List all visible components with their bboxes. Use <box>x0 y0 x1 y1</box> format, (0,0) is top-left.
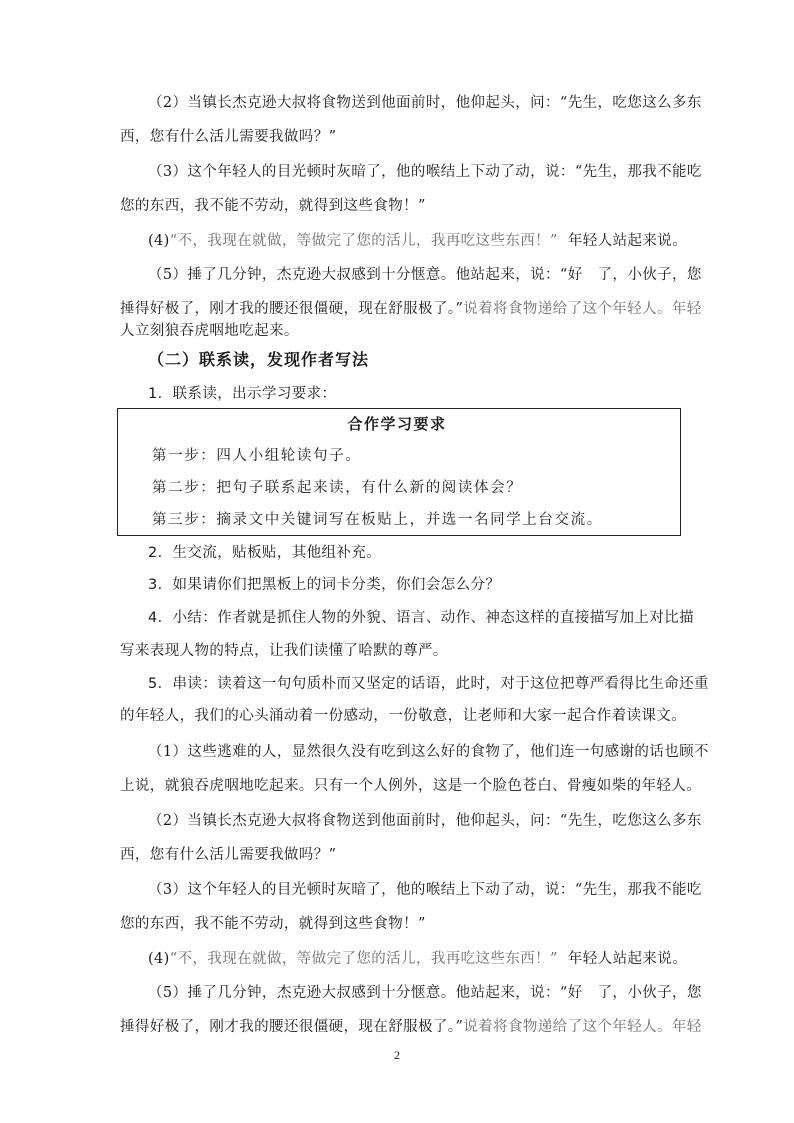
top-p4-suffix: 年轻人站起来说。 <box>567 233 688 249</box>
bottom-p5-line2 <box>120 1017 702 1037</box>
requirement-step-3: 第三步：摘录文中关键词写在板贴上，并选一名同学上台交流。 <box>152 512 603 528</box>
item-5-line2: 的年轻人，我们的心头涌动着一份感动，一份敬意，让老师和大家一起合作着读课文。 <box>120 708 687 724</box>
item-4-line2: 写来表现人物的特点，让我们读懂了哈默的尊严。 <box>120 643 448 659</box>
top-p3-line2: 您的东西，我不能不劳动，就得到这些食物！” <box>120 198 426 214</box>
top-p4-prefix: (4) <box>148 233 170 249</box>
bottom-p4-prefix: (4) <box>148 951 170 967</box>
bottom-p2-line1: （2）当镇长杰克逊大叔将食物送到他面前时，他仰起头，问：“先生，吃您这么多东 <box>148 813 702 829</box>
top-p5-line1: （5）捶了几分钟，杰克逊大叔感到十分惬意。他站起来，说：“好 了，小伙子，您 <box>148 267 702 283</box>
bottom-p2-line2: 西，您有什么活儿需要我做吗？” <box>120 847 337 863</box>
item-5-line1: 5．串读：读着这一句句质朴而又坚定的话语，此时，对于这位把尊严看得比生命还重 <box>148 676 709 692</box>
bottom-p5-line2-rest: 说着将食物递给了这个年轻人。年轻 <box>463 1019 702 1035</box>
bottom-p5-line1: （5）捶了几分钟，杰克逊大叔感到十分惬意。他站起来，说：“好 了，小伙子，您 <box>148 985 702 1001</box>
requirement-step-2: 第二步：把句子联系起来读，有什么新的阅读体会？ <box>152 480 523 496</box>
item-4-line1: 4．小结：作者就是抓住人物的外貌、语言、动作、神态这样的直接描写加上对比描 <box>148 610 695 626</box>
top-p3-line1: （3）这个年轻人的目光顿时灰暗了，他的喉结上下动了动，说：“先生，那我不能吃 <box>148 164 702 180</box>
bottom-p4 <box>148 949 688 969</box>
bottom-p1-line2: 上说，就狼吞虎咽地吃起来。只有一个人例外，这是一个脸色苍白、骨瘦如柴的年轻人。 <box>120 778 702 794</box>
requirements-box-title: 合作学习要求 <box>347 415 447 433</box>
item-3: 3．如果请你们把黑板上的词卡分类，你们会怎么分？ <box>148 577 501 593</box>
section-heading: （二）联系读，发现作者写法 <box>148 350 370 369</box>
item-2: 2．生交流，贴板贴，其他组补充。 <box>148 545 382 561</box>
bottom-p3-line2: 您的东西，我不能不劳动，就得到这些食物！” <box>120 916 426 932</box>
bottom-p4-quote: “不，我现在就做，等做完了您的活儿，我再吃这些东西！” <box>169 951 558 967</box>
top-p2-line1: （2）当镇长杰克逊大叔将食物送到他面前时，他仰起头，问：“先生，吃您这么多东 <box>148 95 702 111</box>
bottom-p1-line1: （1）这些逃难的人，显然很久没有吃到这么好的食物了，他们连一句感谢的话也顾不 <box>148 744 709 760</box>
top-p5-line2-rest: 说着将食物递给了这个年轻人。年轻 <box>463 301 702 317</box>
requirement-step-1: 第一步：四人小组轮读句子。 <box>152 448 362 464</box>
bottom-p4-suffix: 年轻人站起来说。 <box>567 951 688 967</box>
top-p5-line2-quote: 捶得好极了，刚才我的腰还很僵硬，现在舒服极了。” <box>120 301 464 317</box>
item-1: 1．联系读，出示学习要求： <box>148 386 337 402</box>
bottom-p3-line1: （3）这个年轻人的目光顿时灰暗了，他的喉结上下动了动，说：“先生，那我不能吃 <box>148 882 702 898</box>
top-p5-line3: 人立刻狼吞虎咽地吃起来。 <box>120 323 299 339</box>
bottom-p5-line2-quote: 捶得好极了，刚才我的腰还很僵硬，现在舒服极了。” <box>120 1019 464 1035</box>
top-p2-line2: 西，您有什么活儿需要我做吗？” <box>120 129 337 145</box>
top-p5-line2 <box>120 299 702 319</box>
page-number: 2 <box>394 1048 400 1062</box>
top-p4-quote: “不，我现在就做，等做完了您的活儿，我再吃这些东西！” <box>169 233 558 249</box>
top-p4 <box>148 231 688 251</box>
